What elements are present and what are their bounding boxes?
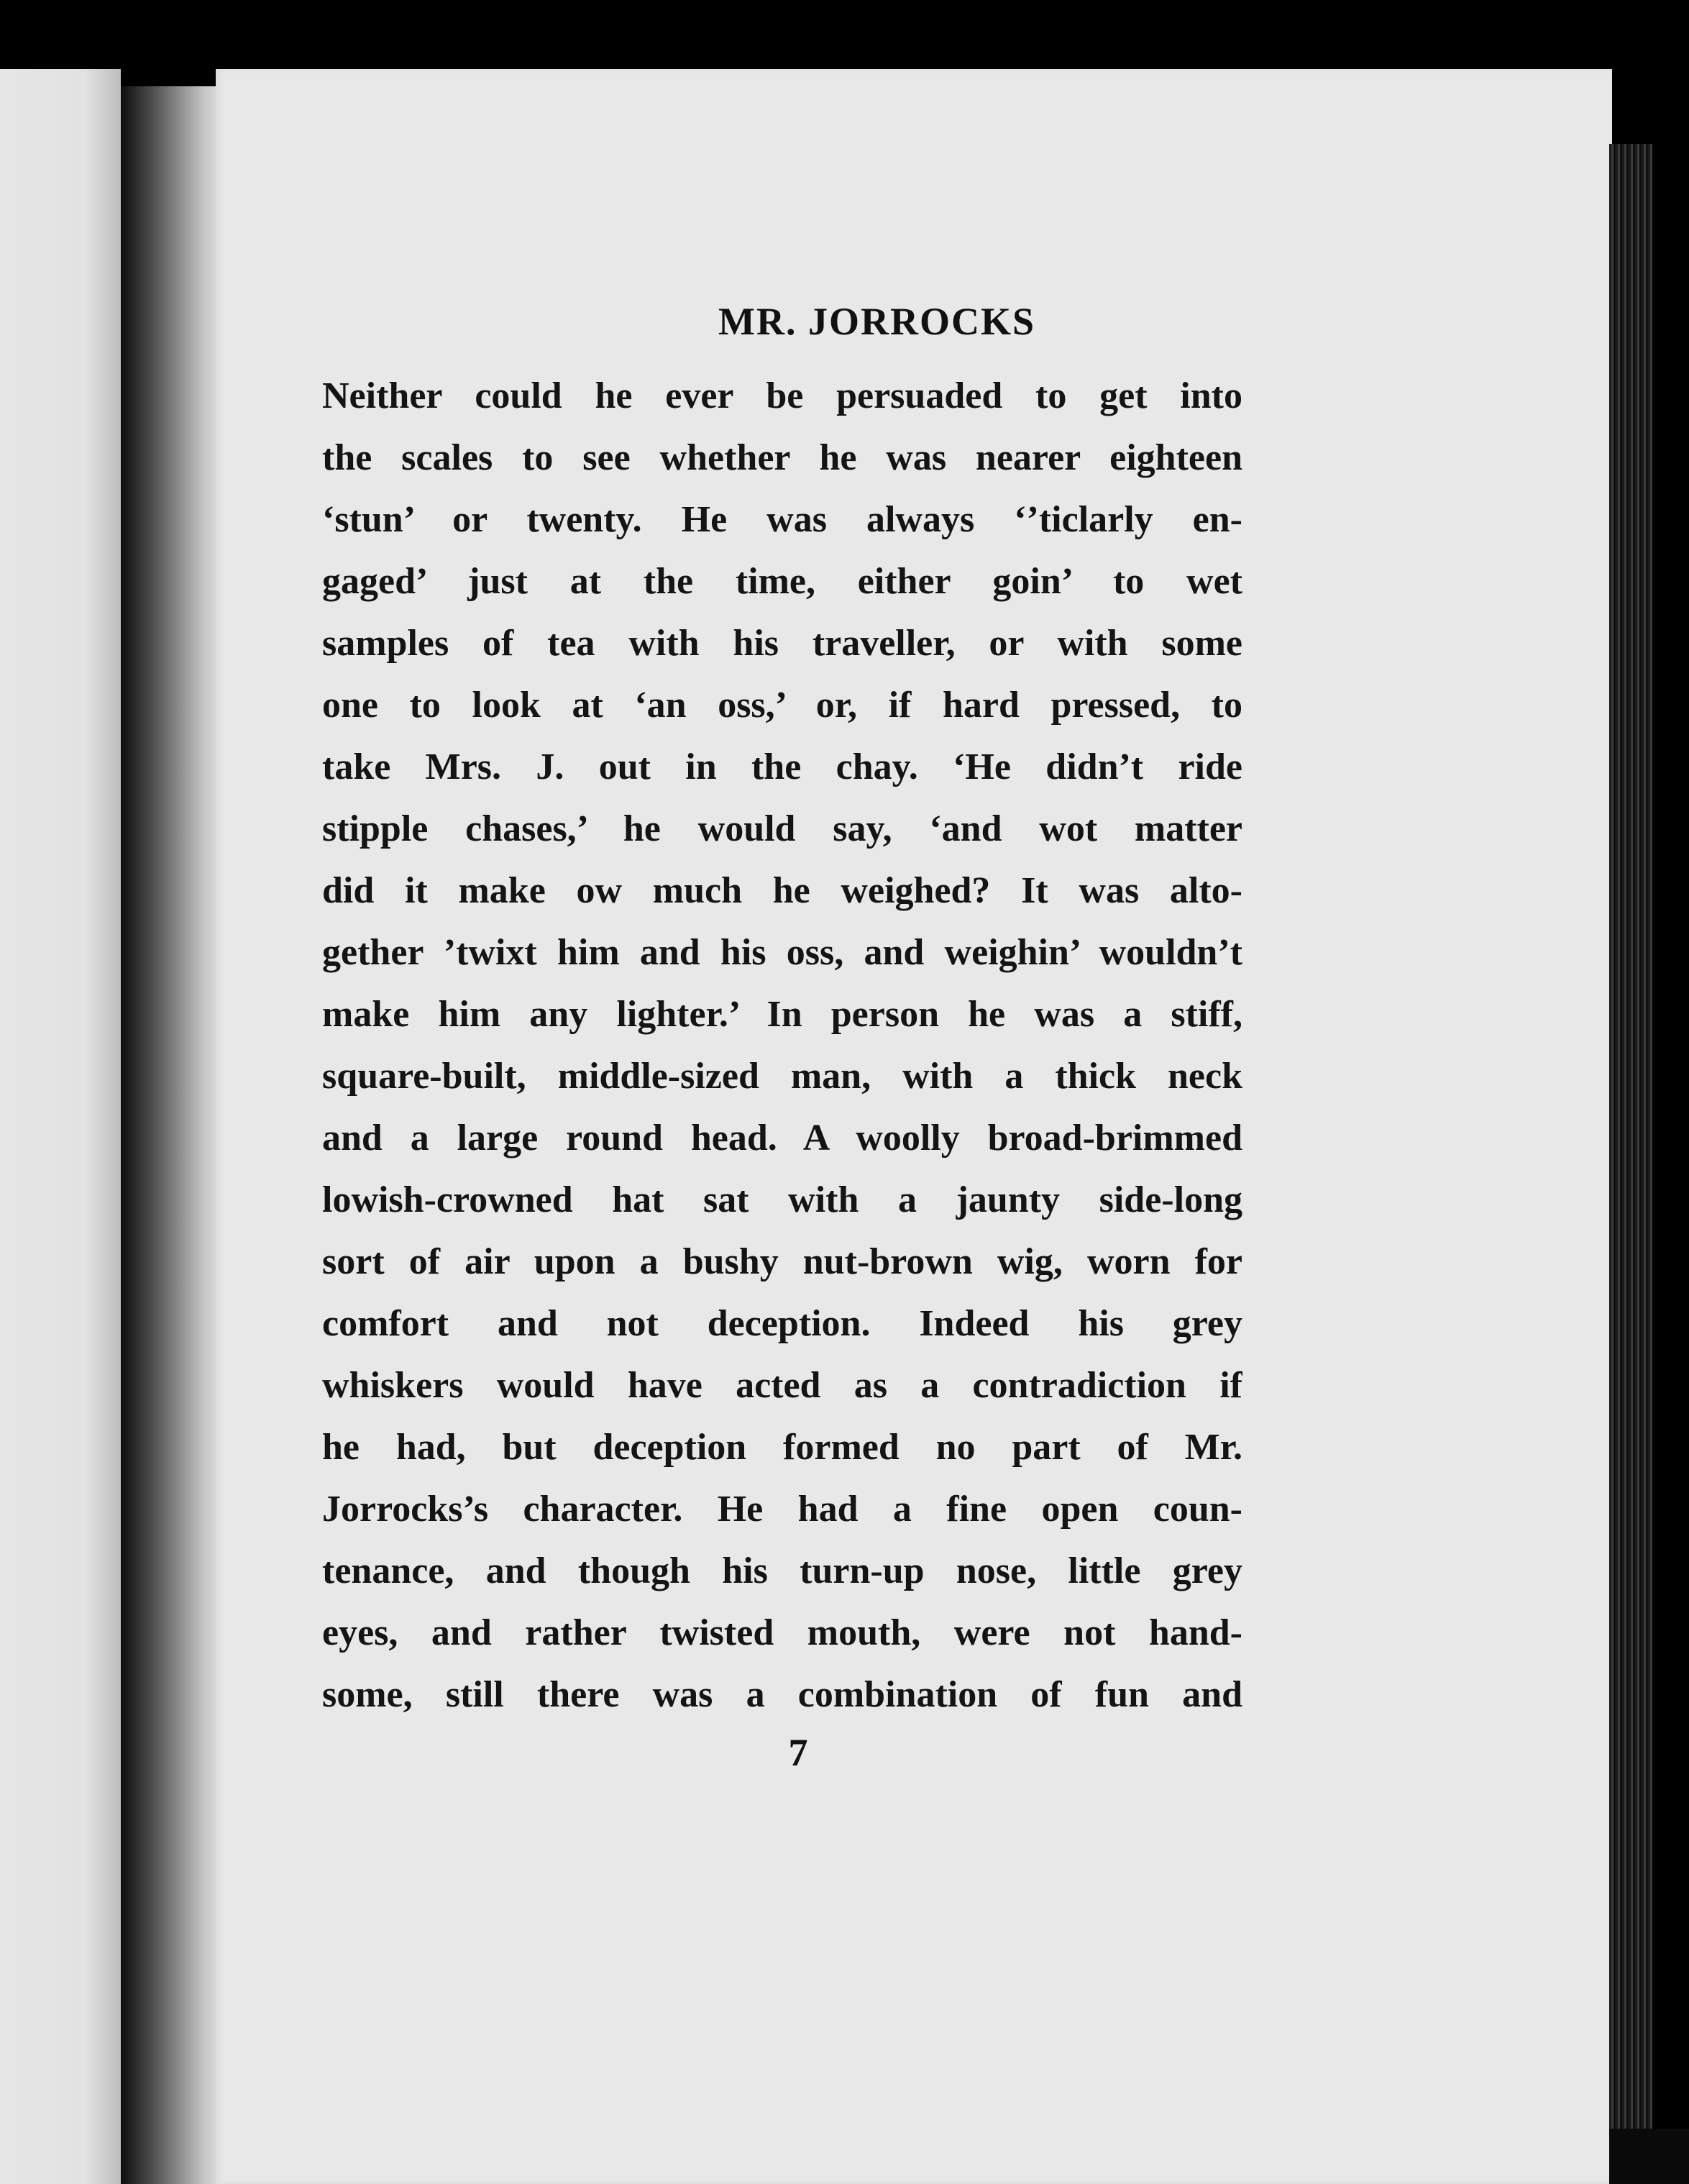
page-number: 7 bbox=[788, 1731, 808, 1774]
text-line: square-built, middle-sized man, with a thick neck bbox=[322, 1056, 1242, 1097]
text-line: eyes, and rather twisted mouth, were not hand- bbox=[322, 1612, 1242, 1653]
text-line: Jorrocks’s character. He had a fine open coun- bbox=[322, 1489, 1242, 1530]
text-line: ‘stun’ or twenty. He was always ‘’ticlarly en- bbox=[322, 499, 1242, 540]
page-edge-stack bbox=[1609, 144, 1652, 2184]
text-line: did it make ow much he weighed? It was alto- bbox=[322, 870, 1242, 911]
text-line: and a large round head. A woolly broad-brimmed bbox=[322, 1118, 1242, 1159]
text-line: one to look at ‘an oss,’ or, if hard pressed, to bbox=[322, 685, 1242, 726]
text-line: some, still there was a combination of fun and bbox=[322, 1674, 1242, 1715]
running-head bbox=[0, 299, 1689, 344]
text-line: he had, but deception formed no part of Mr. bbox=[322, 1427, 1242, 1468]
running-head-text: MR. JORROCKS bbox=[718, 300, 1035, 343]
text-line: samples of tea with his traveller, or with some bbox=[322, 623, 1242, 664]
body-text bbox=[322, 365, 1242, 1726]
text-line: the scales to see whether he was nearer eighteen bbox=[322, 437, 1242, 478]
text-line: tenance, and though his turn-up nose, little grey bbox=[322, 1550, 1242, 1591]
text-line: whiskers would have acted as a contradiction if bbox=[322, 1365, 1242, 1406]
book-gutter-shadow bbox=[121, 86, 225, 2184]
text-line: make him any lighter.’ In person he was a stiff, bbox=[322, 994, 1242, 1035]
text-line: gether ’twixt him and his oss, and weighin’ wouldn’t bbox=[322, 932, 1242, 973]
facing-page-edge bbox=[0, 69, 121, 2184]
text-line: Neither could he ever be persuaded to get into bbox=[322, 375, 1242, 416]
page-edge-corner bbox=[1609, 2129, 1689, 2184]
text-line: sort of air upon a bushy nut-brown wig, worn for bbox=[322, 1241, 1242, 1282]
text-line: comfort and not deception. Indeed his grey bbox=[322, 1303, 1242, 1344]
text-line: take Mrs. J. out in the chay. ‘He didn’t ride bbox=[322, 746, 1242, 787]
text-line: stipple chases,’ he would say, ‘and wot matter bbox=[322, 808, 1242, 849]
text-line: gaged’ just at the time, either goin’ to wet bbox=[322, 561, 1242, 602]
text-line: lowish-crowned hat sat with a jaunty side-long bbox=[322, 1179, 1242, 1220]
